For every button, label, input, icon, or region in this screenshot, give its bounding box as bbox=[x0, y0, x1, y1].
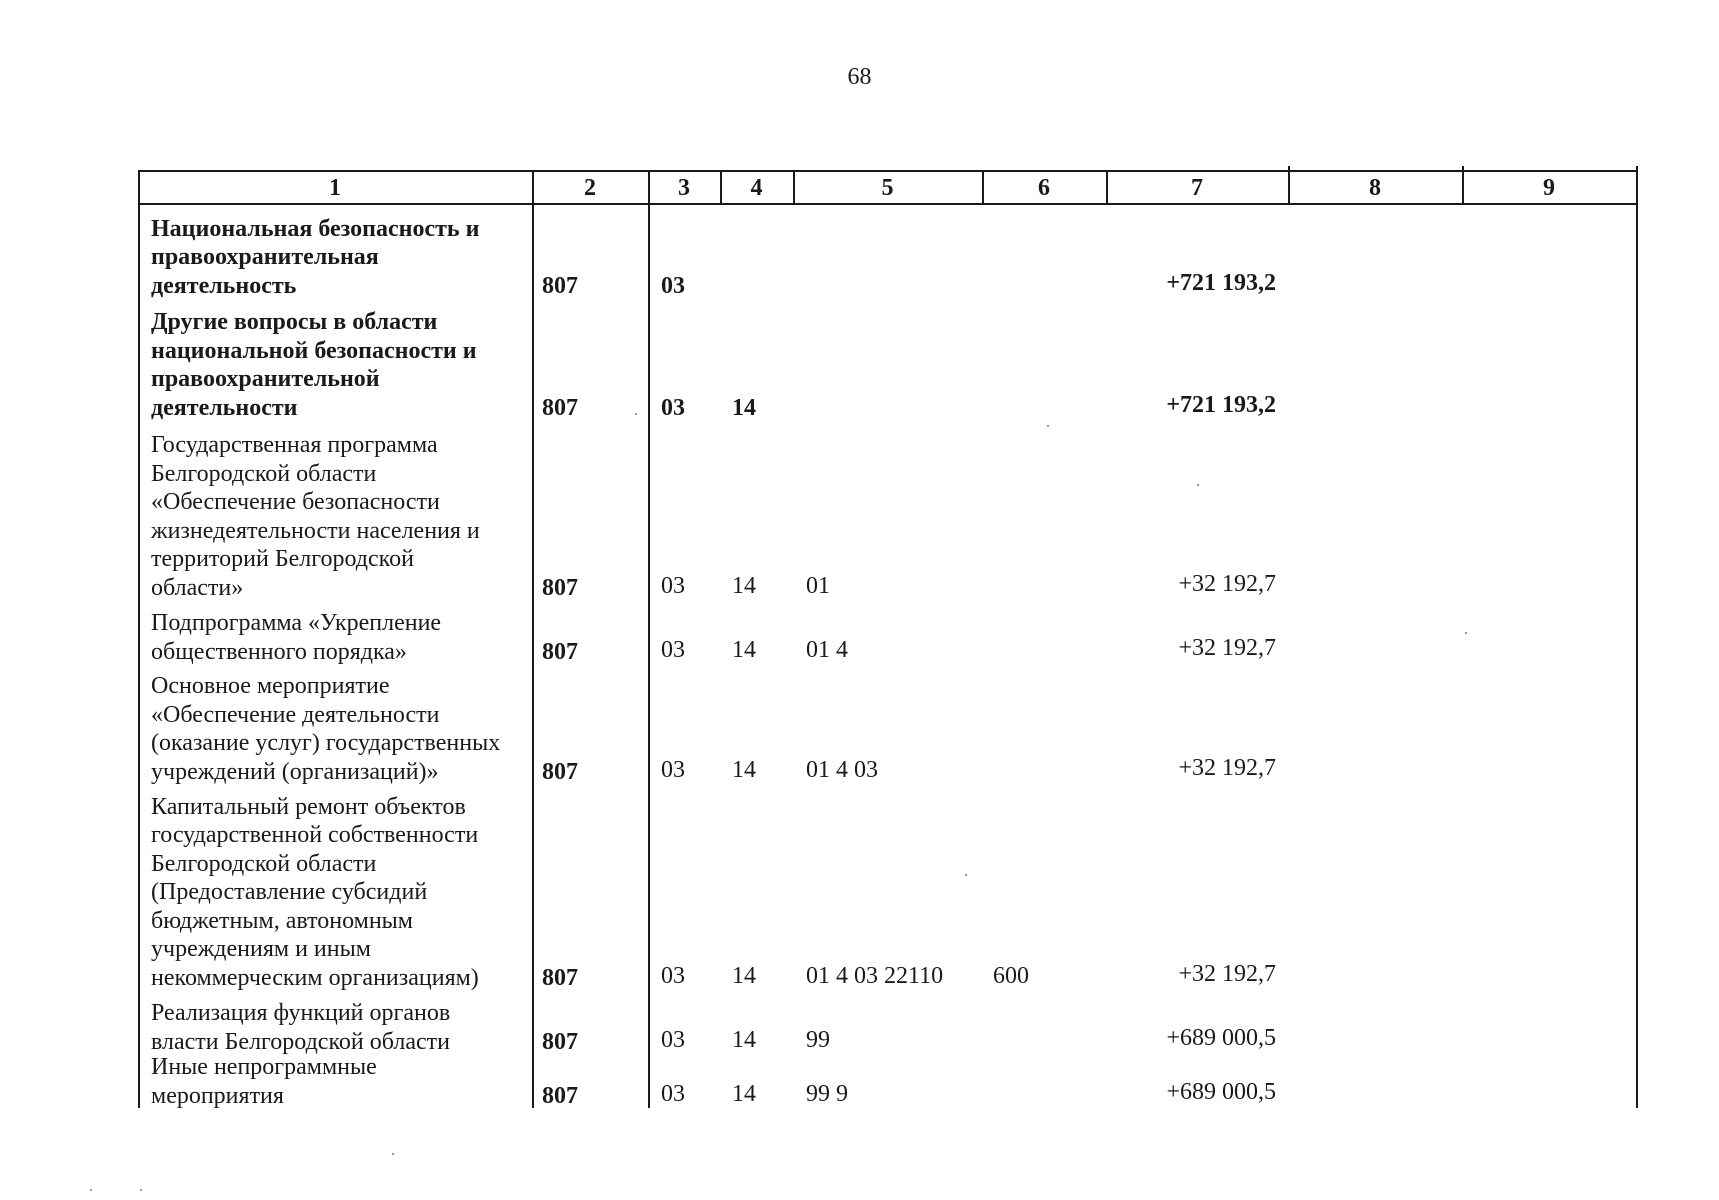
row-code-5: 01 bbox=[806, 572, 830, 599]
row-code-5: 01 4 03 bbox=[806, 756, 878, 783]
row-name: Государственная программа Белгородской области «Обеспечение безопасности жизнедеятельности населения и территорий Белгородской области» bbox=[151, 432, 480, 601]
row-code-4: 14 bbox=[732, 572, 756, 599]
row-code-3: 03 bbox=[661, 1080, 685, 1107]
row-code-3: 03 bbox=[661, 756, 685, 783]
header-col-5: 5 bbox=[881, 175, 894, 201]
scan-speck bbox=[1465, 632, 1467, 634]
page-number: 68 bbox=[847, 64, 872, 90]
header-col-1: 1 bbox=[329, 175, 341, 201]
header-col-2: 2 bbox=[584, 175, 596, 201]
row-amount: +689 000,5 bbox=[1166, 1024, 1276, 1051]
header-col-8: 8 bbox=[1369, 175, 1381, 201]
row-code-4: 14 bbox=[732, 756, 756, 783]
row-code-2: 807 bbox=[542, 758, 578, 785]
row-amount: +32 192,7 bbox=[1178, 754, 1276, 781]
row-name: Иные непрограммные мероприятия bbox=[151, 1054, 377, 1109]
table-top-border bbox=[138, 170, 1636, 172]
row-amount: +689 000,5 bbox=[1166, 1078, 1276, 1105]
row-code-4: 14 bbox=[732, 1080, 756, 1107]
row-code-2: 807 bbox=[542, 638, 578, 665]
table-row bbox=[0, 606, 1719, 666]
table-row bbox=[0, 212, 1719, 300]
table-row bbox=[0, 1054, 1719, 1110]
row-code-5: 01 4 03 22110 bbox=[806, 962, 944, 989]
row-code-3: 03 bbox=[661, 636, 685, 663]
table-row bbox=[0, 790, 1719, 992]
row-code-5: 01 4 bbox=[806, 636, 848, 663]
row-name: Подпрограмма «Укрепление общественного порядка» bbox=[151, 610, 442, 665]
row-code-3: 03 bbox=[661, 394, 685, 421]
row-name: Национальная безопасность и правоохранительная деятельность bbox=[151, 215, 480, 299]
scan-speck bbox=[140, 1189, 142, 1191]
row-name: Капитальный ремонт объектов государственной собственности Белгородской области (Предоставление субсидий бюджетным, автономным учреждениям и иным некоммерческим организациям) bbox=[151, 793, 479, 991]
row-code-4: 14 bbox=[732, 394, 756, 421]
row-code-6: 600 bbox=[993, 962, 1029, 989]
scan-speck bbox=[392, 1153, 394, 1155]
scan-speck bbox=[1047, 425, 1049, 427]
header-col-9: 9 bbox=[1543, 175, 1555, 201]
row-code-4: 14 bbox=[732, 1026, 756, 1053]
scan-speck bbox=[635, 413, 637, 415]
scan-speck bbox=[90, 1189, 92, 1191]
row-amount: +32 192,7 bbox=[1178, 960, 1276, 987]
row-amount: +32 192,7 bbox=[1178, 570, 1276, 597]
row-code-5: 99 bbox=[806, 1026, 830, 1053]
header-col-3: 3 bbox=[678, 175, 690, 201]
row-code-2: 807 bbox=[542, 574, 578, 601]
row-code-2: 807 bbox=[542, 1082, 578, 1109]
table-row bbox=[0, 306, 1719, 422]
row-code-4: 14 bbox=[732, 636, 756, 663]
row-amount: +721 193,2 bbox=[1166, 269, 1276, 296]
row-code-5: 99 9 bbox=[806, 1080, 848, 1107]
scan-speck bbox=[965, 874, 967, 876]
row-code-3: 03 bbox=[661, 962, 685, 989]
row-name: Реализация функций органов власти Белгородской области bbox=[151, 1000, 451, 1055]
row-amount: +721 193,2 bbox=[1166, 391, 1276, 418]
row-code-4: 14 bbox=[732, 962, 756, 989]
scan-speck bbox=[1197, 484, 1199, 486]
row-code-3: 03 bbox=[661, 1026, 685, 1053]
row-code-2: 807 bbox=[542, 272, 578, 299]
header-col-6: 6 bbox=[1038, 175, 1050, 201]
row-amount: +32 192,7 bbox=[1178, 634, 1276, 661]
table-row bbox=[0, 996, 1719, 1056]
row-code-2: 807 bbox=[542, 1028, 578, 1055]
row-code-2: 807 bbox=[542, 394, 578, 421]
header-col-4: 4 bbox=[750, 175, 763, 201]
row-code-3: 03 bbox=[661, 272, 685, 299]
row-name: Основное мероприятие «Обеспечение деятельности (оказание услуг) государственных учреждений (организаций)» bbox=[151, 673, 501, 785]
header-col-7: 7 bbox=[1191, 175, 1203, 201]
row-code-3: 03 bbox=[661, 572, 685, 599]
table-row bbox=[0, 428, 1719, 602]
table-row bbox=[0, 670, 1719, 786]
row-code-2: 807 bbox=[542, 964, 578, 991]
header-bottom-border bbox=[138, 203, 1636, 205]
row-name: Другие вопросы в области национальной безопасности и правоохранительной деятельности bbox=[151, 309, 477, 421]
